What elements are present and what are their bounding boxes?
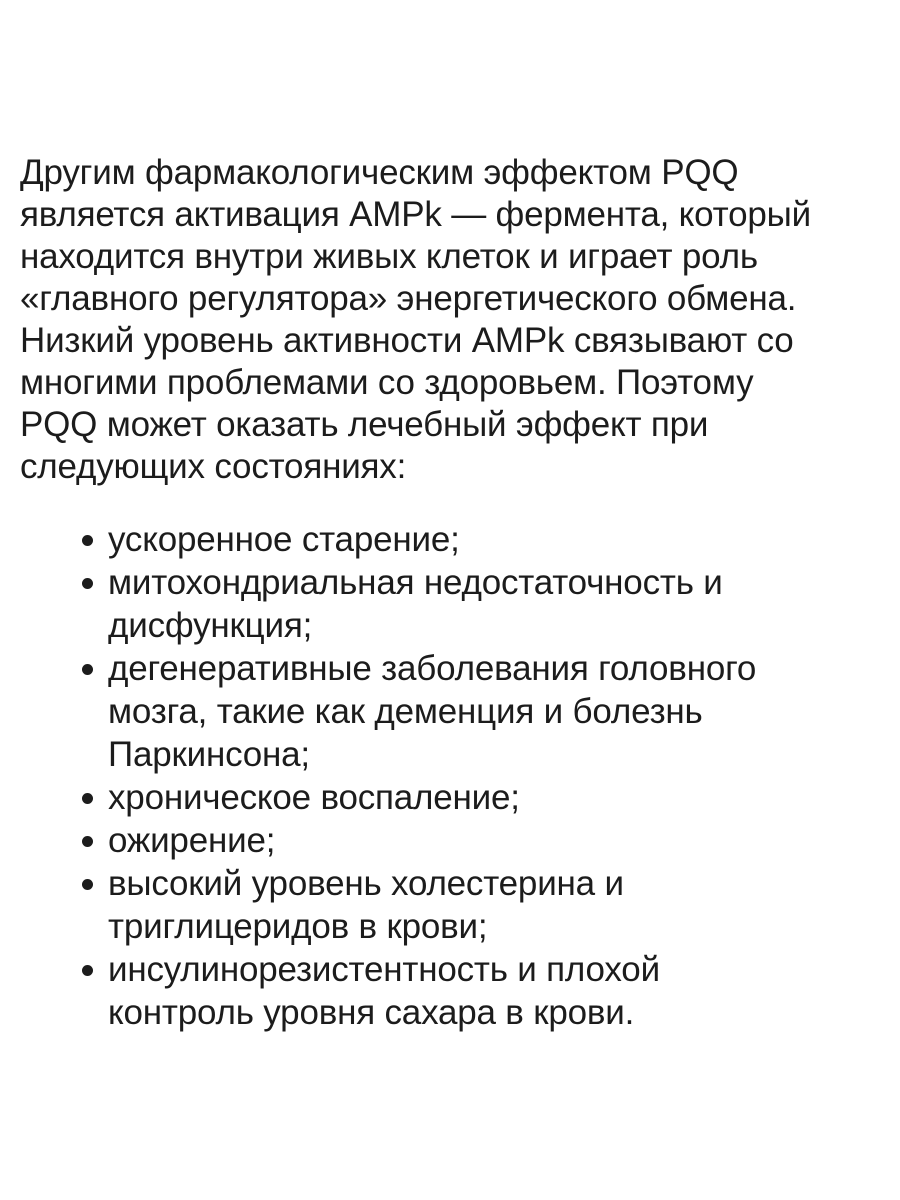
bullet-icon xyxy=(82,836,93,847)
list-item xyxy=(20,862,890,948)
list-item xyxy=(20,819,890,862)
bullet-icon xyxy=(82,793,93,804)
bullet-icon xyxy=(82,664,93,675)
conditions-list xyxy=(20,518,890,1034)
list-item-line: ожирение; xyxy=(108,821,276,860)
intro-line: многими проблемами со здоровьем. Поэтому xyxy=(20,363,754,402)
list-item xyxy=(20,647,890,776)
intro-line: следующих состояниях: xyxy=(20,447,407,486)
bullet-icon xyxy=(82,879,93,890)
intro-line: PQQ может оказать лечебный эффект при xyxy=(20,405,709,444)
bullet-icon xyxy=(82,535,93,546)
list-item-line: Паркинсона; xyxy=(108,735,310,774)
intro-line: находится внутри живых клеток и играет роль xyxy=(20,237,758,276)
list-item xyxy=(20,518,890,561)
bullet-icon xyxy=(82,578,93,589)
list-item-line: инсулинорезистентность и плохой xyxy=(108,950,660,989)
article-body xyxy=(20,152,890,1034)
intro-line: Низкий уровень активности AMPk связывают со xyxy=(20,321,794,360)
list-item-line: дисфункция; xyxy=(108,606,313,645)
list-item xyxy=(20,948,890,1034)
bullet-icon xyxy=(82,965,93,976)
list-item-line: хроническое воспаление; xyxy=(108,778,520,817)
list-item-line: мозга, такие как деменция и болезнь xyxy=(108,692,703,731)
list-item xyxy=(20,776,890,819)
list-item xyxy=(20,561,890,647)
intro-line: «главного регулятора» энергетического обмена. xyxy=(20,279,797,318)
list-item-line: митохондриальная недостаточность и xyxy=(108,563,723,602)
intro-line: является активация AMPk — фермента, который xyxy=(20,195,811,234)
list-item-line: ускоренное старение; xyxy=(108,520,460,559)
list-item-line: триглицеридов в крови; xyxy=(108,907,488,946)
list-item-line: высокий уровень холестерина и xyxy=(108,864,624,903)
list-item-line: контроль уровня сахара в крови. xyxy=(108,993,635,1032)
intro-paragraph xyxy=(20,152,890,488)
intro-line: Другим фармакологическим эффектом PQQ xyxy=(20,153,739,192)
list-item-line: дегенеративные заболевания головного xyxy=(108,649,757,688)
